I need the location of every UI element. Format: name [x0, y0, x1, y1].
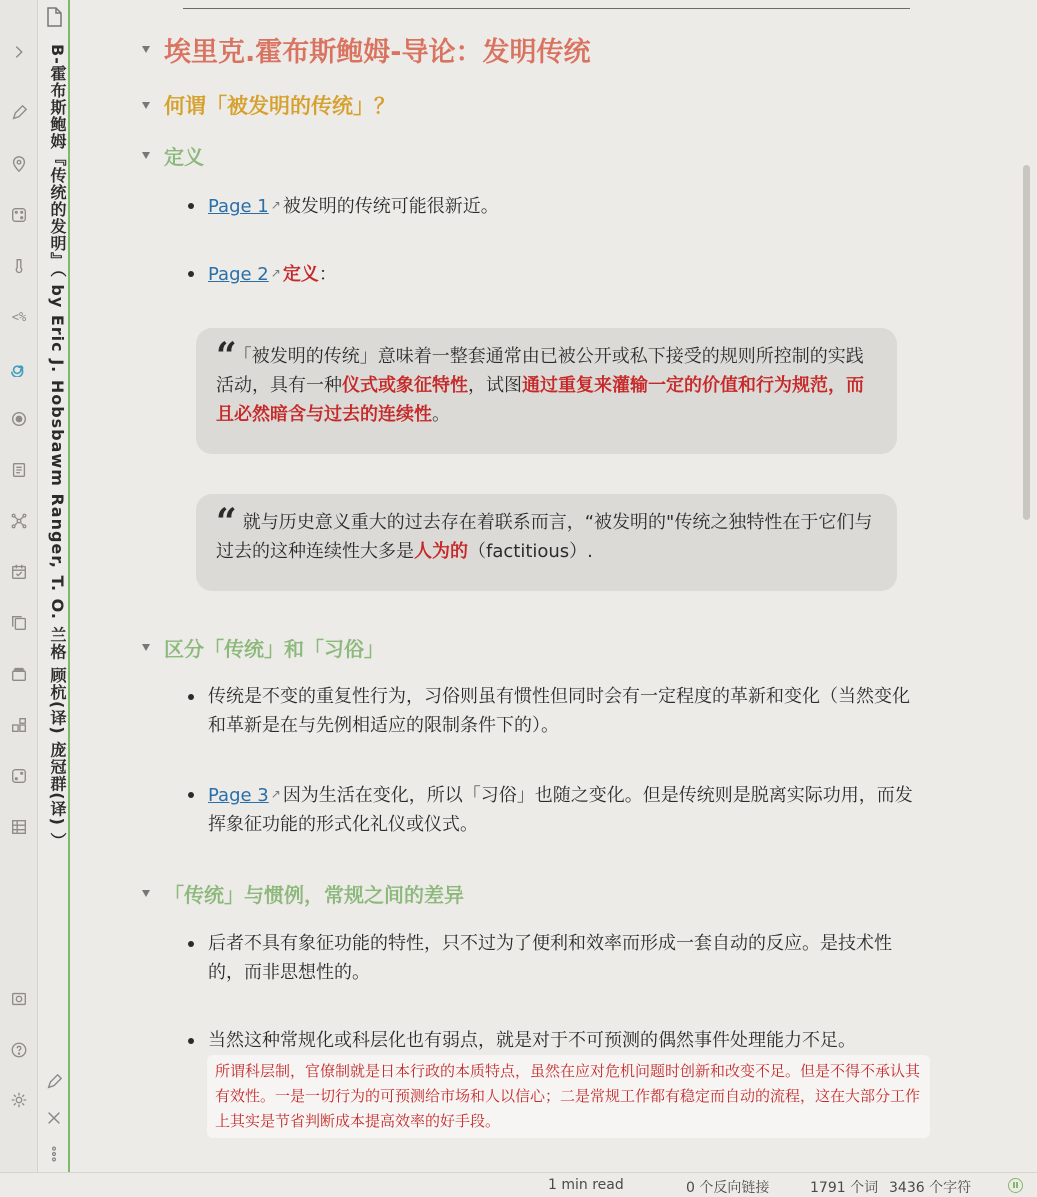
quote-mark-icon: “ [216, 335, 237, 377]
expand-sidebar-chevron-icon[interactable] [8, 41, 30, 63]
annotation-note: 所谓科层制，官僚制就是日本行政的本质特点，虽然在应对危机问题时创新和改变不足。但是不得不承认其有效性。一是一切行为的可预测给市场和人以信心；二是常规工作都有稳定而自动的流程，这在大部分工作上其实是节省判断成本提高效率的好手段。 [207, 1055, 930, 1138]
file-icon [44, 6, 64, 28]
page-link[interactable]: Page 2 [208, 264, 269, 285]
heading-definition: 定义 [142, 141, 204, 170]
sync-status-icon[interactable] [1008, 1178, 1023, 1193]
heading-2: 何谓「被发明的传统」？ [142, 90, 395, 120]
list-item: Page 2 ↗ 定义： [208, 259, 920, 289]
quote-mark-icon: “ [216, 501, 237, 543]
blocks-icon[interactable] [8, 714, 30, 736]
vertical-tab[interactable] [38, 0, 70, 1172]
spiral-icon[interactable] [8, 357, 30, 379]
dice-icon[interactable] [8, 204, 30, 226]
word-count: 1791 个词 [810, 1180, 879, 1196]
external-link-icon: ↗ [270, 198, 281, 212]
page-link[interactable]: Page 3 [208, 785, 269, 806]
copy-document-icon[interactable] [8, 612, 30, 634]
char-count: 3436 个字符 [889, 1180, 972, 1196]
external-link-icon: ↗ [270, 266, 281, 280]
collapse-triangle-icon[interactable] [142, 890, 150, 897]
close-icon[interactable] [44, 1108, 64, 1128]
page-link[interactable]: Page 1 [208, 196, 269, 217]
list-item: Page 3 ↗ 因为生活在变化，所以「习俗」也随之变化。但是传统则是脱离实际功用，而发挥象征功能的形式化礼仪或仪式。 [208, 780, 920, 839]
blockquote: “ 就与历史意义重大的过去存在着联系而言，“被发明的"传统之独特性在于它们与过去的这种连续性大多是人为的（factitious）. [196, 494, 897, 591]
help-icon[interactable] [8, 1039, 30, 1061]
record-icon[interactable] [8, 408, 30, 430]
tab-title[interactable]: B-霍布斯鲍姆『传统的发明』（ by Eric J. Hobsbawm Ranger, T. O. 兰格 顾杭(译) 庞冠群(译) ） [48, 44, 67, 850]
collapse-triangle-icon[interactable] [142, 46, 150, 53]
divider [183, 8, 910, 9]
collapse-triangle-icon[interactable] [142, 152, 150, 159]
heading-custom: 区分「传统」和「习俗」 [142, 633, 384, 662]
more-options-icon[interactable] [44, 1144, 64, 1164]
read-time: 1 min read [548, 1177, 624, 1193]
pencil-icon[interactable] [8, 102, 30, 124]
blockquote: “ 「被发明的传统」意味着一整套通常由已被公开或私下接受的规则所控制的实践活动，具有一种仪式或象征特性，试图通过重复来灌输一定的价值和行为规范，而且必然暗含与过去的连续性。 [196, 328, 897, 454]
note-content[interactable] [70, 0, 1020, 1172]
scrollbar-thumb[interactable] [1023, 165, 1030, 520]
table-settings-icon[interactable] [8, 816, 30, 838]
template-icon[interactable]: <% [11, 310, 27, 324]
vault-icon[interactable] [8, 988, 30, 1010]
left-ribbon [0, 0, 38, 1172]
graph-view-icon[interactable] [8, 510, 30, 532]
list-item: 当然这种常规化或科层化也有弱点，就是对于不可预测的偶然事件处理能力不足。 [208, 1026, 920, 1055]
list-item: 传统是不变的重复性行为，习俗则虽有惯性但同时会有一定程度的革新和变化（当然变化和革新是在与先例相适应的限制条件下的）。 [208, 682, 920, 740]
document-list-icon[interactable] [8, 459, 30, 481]
external-link-icon: ↗ [270, 787, 281, 801]
status-bar [0, 1172, 1037, 1197]
collapse-triangle-icon[interactable] [142, 102, 150, 109]
collapse-triangle-icon[interactable] [142, 644, 150, 651]
list-item: 后者不具有象征功能的特性，只不过为了便利和效率而形成一套自动的反应。是技术性的，而非思想性的。 [208, 929, 920, 987]
heading-1: 埃里克.霍布斯鲍姆-导论：发明传统 [142, 30, 590, 69]
backlinks-count[interactable]: 0 个反向链接 [686, 1180, 770, 1196]
cards-icon[interactable] [8, 663, 30, 685]
edit-pencil-icon[interactable] [44, 1072, 64, 1092]
map-pin-icon[interactable] [8, 153, 30, 175]
list-item: Page 1 ↗ 被发明的传统可能很新近。 [208, 191, 920, 221]
settings-gear-icon[interactable] [8, 1089, 30, 1111]
heading-routine: 「传统」与惯例，常规之间的差异 [142, 879, 464, 908]
thermometer-icon[interactable] [8, 255, 30, 277]
dice-random-icon[interactable] [8, 765, 30, 787]
calendar-check-icon[interactable] [8, 561, 30, 583]
